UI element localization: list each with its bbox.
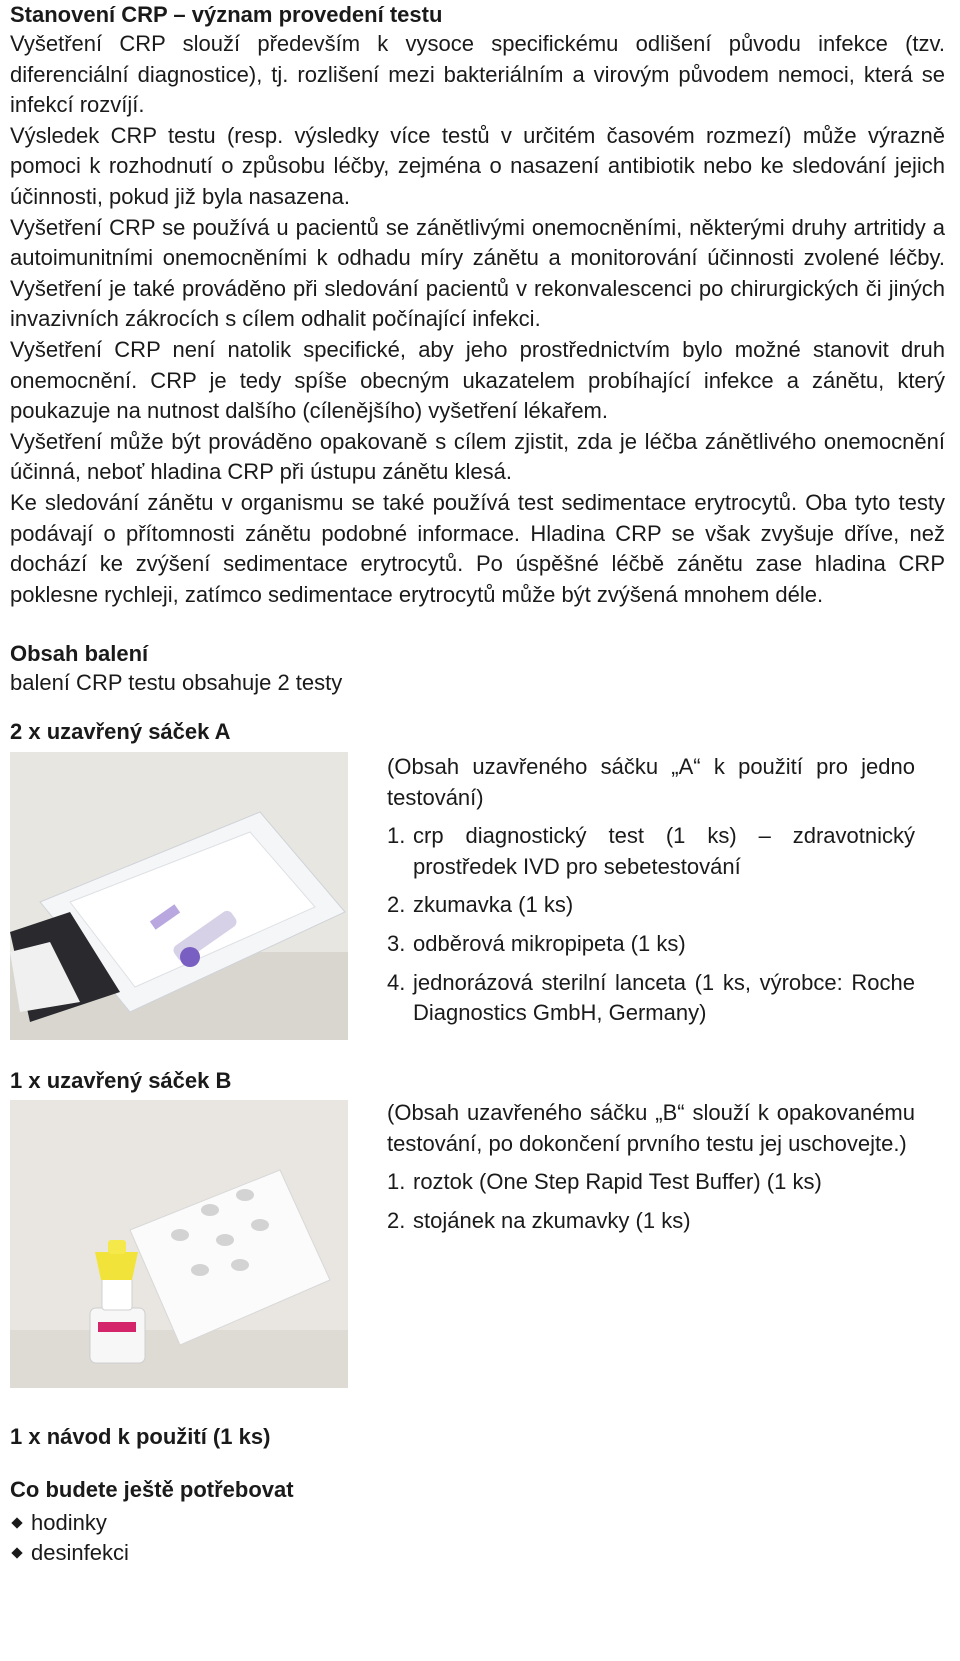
sachet-a-list xyxy=(387,821,915,1029)
needs-heading: Co budete ještě potřebovat xyxy=(10,1477,294,1502)
paragraph: Výsledek CRP testu (resp. výsledky více testů v určitém časovém rozmezí) může výrazně pomoci k rozhodnutí o způsobu léčby, zejména o nasazení antibiotik nebo ke sledování jejich účinnosti, pokud již byla nasazena. xyxy=(10,122,945,209)
package-text: balení CRP testu obsahuje 2 testy xyxy=(10,670,343,695)
paragraph: Vyšetření CRP se používá u pacientů se zánětlivými onemocněními, některými druhy artritidy a autoimunitními onemocněními k odhadu míry zánětu a monitorování účinnosti zvolené léčby. Vyšetření je také prováděno při sledování pacientů v rekonvalescenci po chirurgických či jiných invazivních zákrocích s cílem odhalit počínající infekci. xyxy=(10,214,945,332)
package-heading: Obsah balení xyxy=(10,641,149,666)
paragraph: Vyšetření může být prováděno opakovaně s cílem zjistit, zda je léčba zánětlivého onemocnění účinná, neboť hladina CRP při ústupu zánětu klesá. xyxy=(10,428,945,485)
list-item: 1. roztok (One Step Rapid Test Buffer) (1 ks) xyxy=(387,1169,822,1195)
paragraph: Vyšetření CRP slouží především k vysoce specifickému odlišení původu infekce (tzv. diferenciální diagnostice), tj. rozlišení mezi bakteriálním a virovým původem nemoci, která se infekcí rozvíjí. xyxy=(10,31,945,118)
sachet-b-list xyxy=(387,1167,915,1236)
bullet-icon xyxy=(11,1517,22,1528)
manual-heading: 1 x návod k použití (1 ks) xyxy=(10,1424,271,1449)
sachet-b-heading: 1 x uzavřený sáček B xyxy=(10,1068,232,1093)
list-item: 2. zkumavka (1 ks) xyxy=(387,892,574,918)
list-item: desinfekci xyxy=(10,1538,945,1568)
sachet-b-description xyxy=(387,1098,915,1244)
needs-list xyxy=(10,1508,945,1568)
list-item: hodinky xyxy=(10,1508,945,1538)
sachet-a-description xyxy=(387,752,915,1037)
list-item: 1. crp diagnostický test (1 ks) – zdravotnický prostředek IVD pro sebetestování xyxy=(387,823,915,879)
sachet-b-photo xyxy=(10,1100,348,1388)
paragraph: Vyšetření CRP není natolik specifické, aby jeho prostřednictvím bylo možné stanovit druh onemocnění. CRP je tedy spíše obecným ukazatelem probíhající infekce a zánětu, který poukazuje na nutnost dalšího (cílenějšího) vyšetření lékařem. xyxy=(10,336,945,424)
sachet-a-heading: 2 x uzavřený sáček A xyxy=(10,719,231,744)
sachet-a-photo xyxy=(10,752,348,1040)
list-item: 4. jednorázová sterilní lanceta (1 ks, výrobce: Roche Diagnostics GmbH, Germany) xyxy=(387,969,915,1026)
paragraph: Ke sledování zánětu v organismu se také používá test sedimentace erytrocytů. Oba tyto testy podávají o přítomnosti zánětu podobné informace. Hladina CRP se však zvyšuje dříve, než dochází ke zvýšení sedimentace erytrocytů. Po úspěšné léčbě zánětu zase hladina CRP poklesne rychleji, zatímco sedimentace erytrocytů může být zvýšená mnohem déle. xyxy=(10,489,945,607)
bullet-icon xyxy=(11,1547,22,1558)
list-item: 3. odběrová mikropipeta (1 ks) xyxy=(387,930,686,956)
section-heading: Stanovení CRP – význam provedení testu xyxy=(10,2,443,27)
sachet-a-intro: (Obsah uzavřeného sáčku „A“ k použití pro jedno testování) xyxy=(387,754,915,810)
sachet-b-intro: (Obsah uzavřeného sáčku „B“ slouží k opakovanému testování, po dokončení prvního testu jej uschovejte.) xyxy=(387,1100,915,1156)
list-item: 2. stojánek na zkumavky (1 ks) xyxy=(387,1207,691,1233)
